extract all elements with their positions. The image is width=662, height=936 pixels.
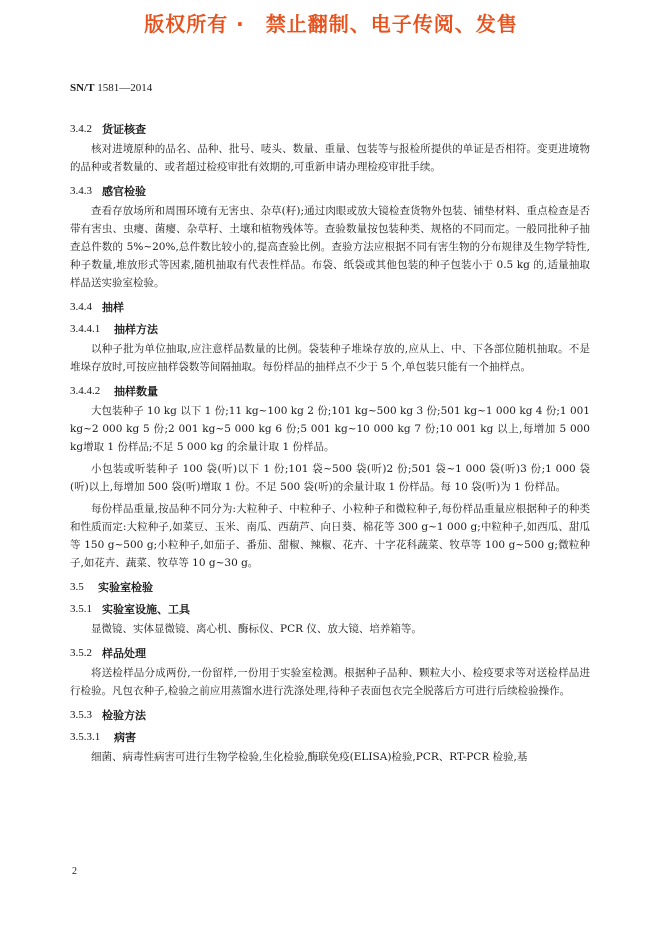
section-number: 3.4.4.1 [70,323,101,335]
section-heading [70,118,590,140]
section-title: 感官检验 [102,185,146,198]
section-heading [70,180,590,202]
section-heading [70,318,590,340]
section-3-4-2 [70,118,590,180]
section-3-4-4 [70,296,590,318]
section-heading [70,704,590,726]
section-title: 抽样方法 [114,323,158,336]
section-3-5 [70,576,590,598]
section-title: 货证核查 [102,123,146,136]
paragraph: 细菌、病毒性病害可进行生物学检验,生化检验,酶联免疫(ELISA)检验,PCR、RT-PCR 检验,基 [91,751,528,763]
paragraph: 查看存放场所和周围环境有无害虫、杂草(籽);通过肉眼或放大镜检查货物外包装、铺垫材料、重点检查是否带有害虫、虫瘿、菌瘿、杂草籽、土壤和植物残体等。查验数量按包装种类、规格的不同而定。一般同批种子抽查总件数的 5%~20%,总件数比较小的,提高查验比例。查验方法应根据不同有害生物的分布规律及生物学特性,种子数量,堆放形式等因素,随机抽取有代表性样品。布袋、纸袋或其他包装的种子包装小于 0.5 kg 的,适量抽取样品送实验室检验。 [70,205,590,289]
section-title: 检验方法 [102,709,146,722]
section-3-4-4-1 [70,318,590,380]
section-heading [70,642,590,664]
paragraph: 小包装或听装种子 100 袋(听)以下 1 份;101 袋~500 袋(听)2 份;501 袋~1 000 袋(听)3 份;1 000 袋(听)以上,每增加 500 袋(听)增取 1 份。不足 500 袋(听)的余量计取 1 份样品。每 10 袋(听)为 1 份样品。 [70,463,590,493]
paragraph: 以种子批为单位抽取,应注意样品数量的比例。袋装种子堆垛存放的,应从上、中、下各部位随机抽取。不是堆垛存放时,可按应抽样袋数等间隔抽取。每份样品的抽样点不少于 5 个,单包装只能有一个抽样点。 [70,343,590,373]
paragraph: 大包装种子 10 kg 以下 1 份;11 kg~100 kg 2 份;101 kg~500 kg 3 份;501 kg~1 000 kg 4 份;1 001 kg~2 000 kg 5 份;2 001 kg~5 000 kg 6 份;5 001 kg~10 000 kg 7 份;10 001 kg 以上,每增加 5 000 kg增取 1 份样品;不足 5 000 kg 的余量计取 1 份样品。 [70,405,590,453]
section-number: 3.5.3.1 [70,731,101,743]
section-number: 3.4.4.2 [70,385,101,397]
paragraph: 将送检样品分成两份,一份留样,一份用于实验室检测。根据种子品种、颗粒大小、检疫要求等对送检样品进行检验。凡包衣种子,检验之前应用蒸馏水进行洗涤处理,待种子表面包衣完全脱落后方可进行后续检验操作。 [70,667,590,697]
section-number: 3.4.2 [70,123,92,135]
section-heading [70,726,590,748]
section-title: 抽样 [102,301,124,314]
section-title: 样品处理 [102,647,146,660]
section-heading [70,576,590,598]
section-number: 3.5.1 [70,603,92,615]
section-number: 3.4.4 [70,301,92,313]
paragraph: 核对进境原种的品名、品种、批号、唛头、数量、重量、包装等与报检所提供的单证是否相符。变更进境物的品种或者数量的、或者超过检疫审批有效期的,可重新申请办理检疫审批手续。 [70,143,590,173]
page-number: 2 [72,866,77,877]
section-3-4-3 [70,180,590,296]
paragraph: 每份样品重量,按品种不同分为:大粒种子、中粒种子、小粒种子和微粒种子,每份样品重量应根据种子的种类和性质而定:大粒种子,如菜豆、玉米、南瓜、西葫芦、向日葵、棉花等 300 g~1 000 g;中粒种子,如西瓜、甜瓜等 150 g~500 g;小粒种子,如茄子、番茄、甜椒、辣椒、花卉、十字花科蔬菜、牧草等 100 g~500 g;微粒种子,如花卉、蔬菜、牧草等 10 g~30 g。 [70,503,590,569]
section-title: 实验室检验 [98,581,153,594]
section-3-5-1 [70,598,590,642]
section-title: 病害 [114,731,136,744]
section-heading [70,296,590,318]
standard-number: 1581—2014 [97,82,153,94]
section-number: 3.5 [70,581,84,593]
section-3-5-3-1 [70,726,590,770]
section-3-5-2 [70,642,590,704]
standard-code [70,82,152,94]
section-title: 实验室设施、工具 [102,603,190,616]
section-number: 3.4.3 [70,185,92,197]
section-heading [70,598,590,620]
paragraph: 显微镜、实体显微镜、离心机、酶标仪、PCR 仪、放大镜、培养箱等。 [91,623,422,635]
section-title: 抽样数量 [114,385,158,398]
section-3-4-4-2 [70,380,590,576]
section-number: 3.5.3 [70,709,92,721]
document-body [70,118,590,770]
section-heading [70,380,590,402]
standard-prefix: SN/T [70,82,95,94]
watermark-banner: 版权所有 · 禁止翻制、电子传阅、发售 [144,12,518,36]
section-number: 3.5.2 [70,647,92,659]
section-3-5-3 [70,704,590,726]
